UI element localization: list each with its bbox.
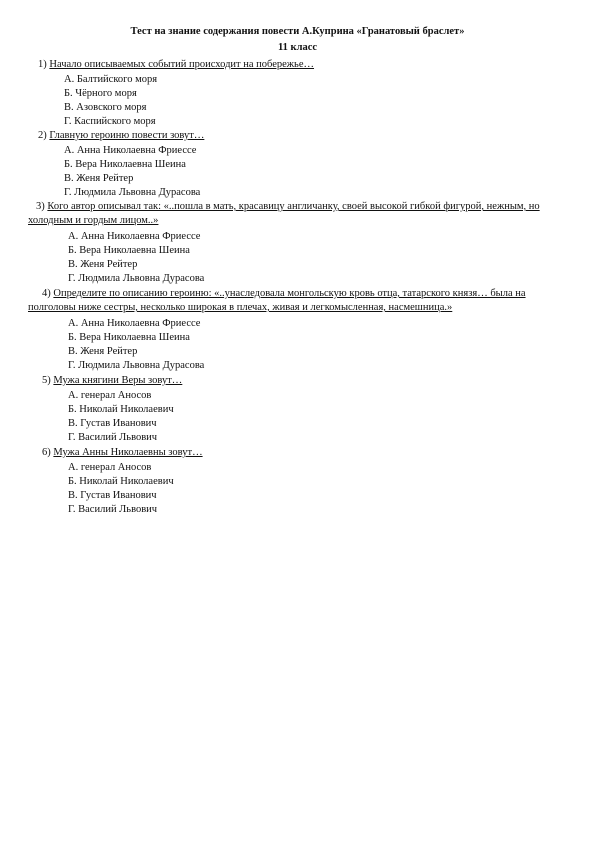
option: А. Анна Николаевна Фриессе <box>68 231 201 242</box>
question-3 <box>28 200 567 228</box>
option: А. Анна Николаевна Фриессе <box>64 145 197 156</box>
option: Г. Людмила Львовна Дурасова <box>68 360 205 371</box>
option: Б. Вера Николаевна Шеина <box>68 332 190 343</box>
question-number: 3) <box>36 201 45 212</box>
grade-label: 11 класс <box>277 42 318 53</box>
question-1 <box>38 58 314 72</box>
option: Б. Чёрного моря <box>64 88 137 99</box>
question-text: Начало описываемых событий происходит на побережье… <box>49 59 315 70</box>
question-text: Кого автор описывал так: «..пошла в мать, красавицу англичанку, своей высокой гибкой фигурой, нежным, но холодным и гордым лицом..» <box>28 201 540 226</box>
option: Г. Василий Львович <box>68 504 158 515</box>
question-text: Определите по описанию героиню: «..унаследовала монгольскую кровь отца, татарского князя… была на полголовы ниже сестры, несколько широкая в плечах, живая и легкомысленная, насмешница.» <box>28 288 526 313</box>
option: А. генерал Аносов <box>68 462 152 473</box>
question-5 <box>42 374 182 388</box>
option: Г. Людмила Львовна Дурасова <box>64 187 201 198</box>
question-4 <box>28 287 567 315</box>
option: Б. Николай Николаевич <box>68 404 174 415</box>
option: Г. Василий Львович <box>68 432 158 443</box>
option: А. Анна Николаевна Фриессе <box>68 318 201 329</box>
question-number: 5) <box>42 375 51 386</box>
page-title: Тест на знание содержания повести А.Куприна «Гранатовый браслет» <box>130 26 465 37</box>
question-number: 1) <box>38 59 47 70</box>
option: В. Женя Рейтер <box>68 259 138 270</box>
option: А. Балтийского моря <box>64 74 158 85</box>
question-number: 4) <box>42 288 51 299</box>
option: Г. Людмила Львовна Дурасова <box>68 273 205 284</box>
option: Г. Каспийского моря <box>64 116 156 127</box>
option: В. Женя Рейтер <box>68 346 138 357</box>
question-text: Мужа Анны Николаевны зовут… <box>53 447 203 458</box>
question-number: 2) <box>38 130 47 141</box>
question-6 <box>42 446 203 460</box>
option: В. Азовского моря <box>64 102 147 113</box>
option: Б. Вера Николаевна Шеина <box>68 245 190 256</box>
question-text: Главную героиню повести зовут… <box>49 130 205 141</box>
option: А. генерал Аносов <box>68 390 152 401</box>
question-2 <box>38 129 204 143</box>
option: Б. Николай Николаевич <box>68 476 174 487</box>
option: Б. Вера Николаевна Шеина <box>64 159 186 170</box>
option: В. Густав Иванович <box>68 418 157 429</box>
option: В. Женя Рейтер <box>64 173 134 184</box>
option: В. Густав Иванович <box>68 490 157 501</box>
question-number: 6) <box>42 447 51 458</box>
question-text: Мужа княгини Веры зовут… <box>53 375 183 386</box>
